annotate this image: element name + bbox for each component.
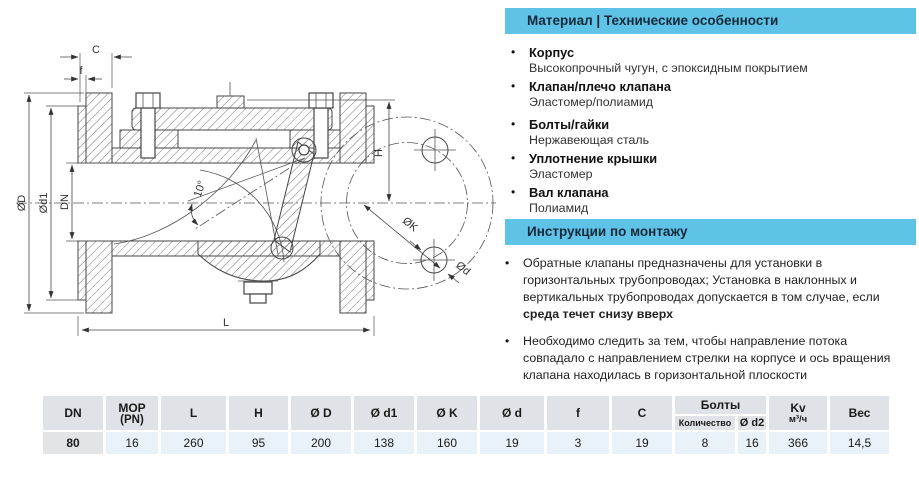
dim-label-angle: 10°: [191, 179, 209, 199]
col-d: Ø D: [291, 396, 351, 430]
material-item: [511, 79, 912, 109]
installation-bullet: [505, 333, 916, 384]
col-kv-sub: м³/ч: [788, 414, 808, 425]
spec-header-row: [43, 396, 889, 414]
cell-d-small: 19: [480, 432, 544, 454]
installation-bullet: [505, 255, 916, 323]
material-item: [511, 185, 912, 215]
materials-header: Материал | Технические особенности: [505, 8, 916, 34]
col-dn: DN: [43, 396, 103, 430]
cell-f: 3: [547, 432, 609, 454]
cell-mop: 16: [106, 432, 158, 454]
dim-OK: [364, 205, 440, 268]
bonnet-boss: [217, 96, 244, 108]
bolt-hole-top: [414, 129, 456, 171]
col-d1: Ø d1: [354, 396, 414, 430]
bonnet-cover: [132, 82, 332, 130]
col-bolts-d2: Ø d2: [739, 417, 765, 429]
material-desc: Высокопрочный чугун, с эпоксидным покрытием: [529, 61, 808, 75]
material-desc: Нержавеющая сталь: [529, 133, 650, 147]
col-kv: [769, 396, 827, 430]
bullet-icon: [511, 151, 529, 166]
material-desc: Эластомер/полиамид: [529, 95, 654, 109]
cell-h: 95: [229, 432, 288, 454]
material-title: Вал клапана: [529, 185, 609, 200]
cell-d1: 138: [354, 432, 414, 454]
material-desc: Полиамид: [529, 201, 589, 215]
cell-bolts-d2: 16: [738, 432, 766, 454]
bullet-icon: [511, 79, 529, 94]
dim-label-l: L: [222, 317, 230, 329]
bullet-icon: [511, 45, 529, 60]
col-bolts: Болты: [675, 396, 766, 414]
col-f: f: [547, 396, 609, 430]
cell-dn: 80: [43, 432, 103, 454]
dim-label-od1: Ød1: [38, 192, 50, 214]
cell-l: 260: [161, 432, 226, 454]
bullet-icon: [505, 255, 523, 323]
dim-label-h: H: [373, 149, 385, 157]
cell-weight: 14,5: [830, 432, 889, 454]
dim-label-dn: DN: [59, 194, 71, 210]
installation-text-normal: Необходимо следить за тем, чтобы направление потока совпадало с направлением стрелки на корпусе и ось вращения клапана находилась в горизонтальной плоскости: [523, 334, 891, 382]
col-d-small: Ø d: [480, 396, 544, 430]
col-mop-top: MOP: [118, 400, 146, 415]
cell-d: 200: [291, 432, 351, 454]
col-weight: Вес: [830, 396, 889, 430]
bullet-icon: [511, 117, 529, 132]
hinge-pin: [299, 145, 309, 155]
cell-k: 160: [417, 432, 477, 454]
materials-list: [511, 45, 912, 215]
material-title: Клапан/плечо клапана: [529, 79, 671, 94]
col-c: C: [612, 396, 672, 430]
info-panel: [505, 8, 916, 384]
valve-cross-section-svg: [2, 38, 502, 393]
valve-drawing: [2, 38, 502, 393]
col-k: Ø K: [417, 396, 477, 430]
dim-label-f: f: [79, 65, 83, 77]
dim-label-od: ØD: [16, 194, 28, 212]
dim-L: [78, 316, 374, 336]
material-title: Корпус: [529, 45, 575, 60]
material-desc: Эластомер: [529, 167, 593, 181]
col-bolts-qty: Количество: [675, 416, 735, 430]
installation-text-bold: среда течет снизу вверх: [523, 307, 674, 321]
installation-text: [523, 333, 912, 384]
dim-label-ok: ØK: [399, 215, 420, 235]
col-mop: [106, 396, 158, 430]
installation-header: Инструкции по монтажу: [505, 219, 916, 245]
col-kv-top: Kv: [790, 401, 806, 415]
cell-kv: 366: [769, 432, 827, 454]
material-item: [511, 117, 912, 147]
clapper-disc-foot: [271, 237, 293, 259]
spec-table: [40, 394, 892, 456]
col-h: H: [229, 396, 288, 430]
dim-label-c: C: [92, 44, 100, 56]
material-item: [511, 151, 912, 181]
installation-text: [523, 255, 912, 323]
cell-c: 19: [612, 432, 672, 454]
material-item: [511, 45, 912, 75]
bullet-icon: [511, 185, 529, 200]
col-l: L: [161, 396, 226, 430]
spec-data-row: [43, 432, 889, 454]
spec-table-wrap: [40, 394, 892, 456]
bullet-icon: [505, 333, 523, 384]
col-mop-sub: (PN): [120, 413, 144, 426]
dim-label-od-small: Ød: [453, 259, 473, 278]
dim-DN: [59, 163, 100, 241]
material-title: Уплотнение крышки: [529, 151, 658, 166]
installation-text-normal: Обратные клапаны предназначены для установки в горизонтальных трубопроводах; Установка в наклонных и вертикальных трубопроводах допускается в том случае, если: [523, 256, 880, 304]
cell-bolts-qty: 8: [675, 432, 735, 454]
drain-plug: [238, 281, 278, 303]
material-title: Болты/гайки: [529, 117, 610, 132]
